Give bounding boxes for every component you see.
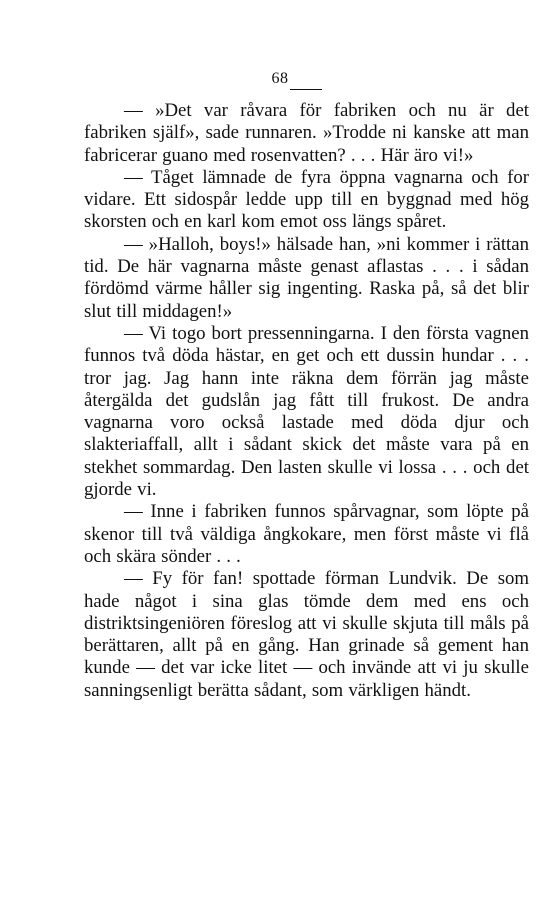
- page-number-underline: [290, 89, 322, 90]
- paragraph-6: — Fy för fan! spottade förman Lundvik. De som hade något i sina glas tömde dem med ens och distriktsingeniören föreslog att vi skulle skjuta till måls på berättaren, allt på en gång. Han grinade så gement han kunde — det var icke litet — och invände att vi ju skulle sanningsenligt berätta sådant, som värkligen händt.: [84, 568, 529, 701]
- page-number: 68: [271, 70, 289, 87]
- paragraph-1: — »Det var råvara för fabriken och nu är det fabriken själf», sade runnaren. »Trodde ni kanske att man fabricerar guano med rosenvatten? . . . Här äro vi!»: [84, 100, 529, 166]
- paragraph-3: — »Halloh, boys!» hälsade han, »ni kommer i rättan tid. De här vagnarna måste genast aflastas . . . i sådan fördömd värme håller sig ingenting. Raska på, så det blir slut till middagen!»: [84, 233, 529, 322]
- paragraph-2: — Tåget lämnade de fyra öppna vagnarna och for vidare. Ett sidospår ledde upp till en byggnad med hög skorsten och en karl kom emot oss längs spåret.: [84, 166, 529, 233]
- paragraph-4: — Vi togo bort pressenningarna. I den första vagnen funnos två döda hästar, en get och ett dussin hundar . . . tror jag. Jag hann inte räkna dem förrän jag måste återgälda det gudslån jag fått till frukost. De andra vagnarna voro också lastade med döda djur och slakteriaffall, allt i sådant skick det måste vara på en stekhet sommardag. Den lasten skulle vi lossa . . . och det gjorde vi.: [84, 322, 529, 501]
- body-text: [84, 100, 529, 702]
- paragraph-5: — Inne i fabriken funnos spårvagnar, som löpte på skenor till två väldiga ångkokare, men först måste vi flå och skära sönder . . .: [84, 501, 529, 567]
